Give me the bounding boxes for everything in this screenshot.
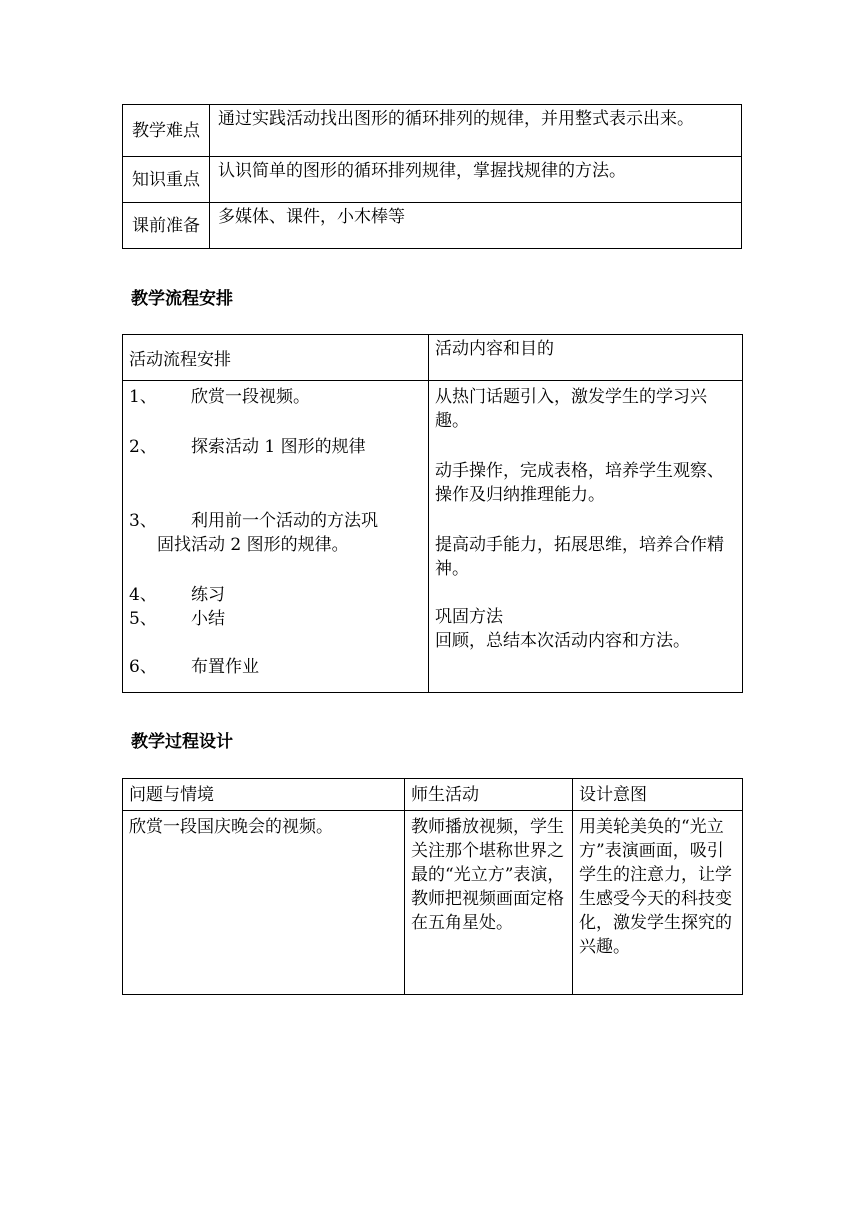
purpose-text: 回顾，总结本次活动内容和方法。: [435, 631, 690, 651]
flow-table: [122, 334, 743, 693]
table-row: [123, 203, 742, 249]
row-content: 通过实践活动找出图形的循环排列的规律，并用整式表示出来。: [210, 105, 742, 157]
flow-step: [129, 435, 422, 459]
purpose-text: 提高动手能力，拓展思维，培养合作精神。: [435, 535, 724, 579]
step-text: 练习: [191, 585, 225, 605]
row-content: 多媒体、课件，小木棒等: [210, 203, 742, 249]
row-label: 教学难点: [123, 105, 210, 157]
step-text: 小结: [191, 609, 225, 629]
step-number: 4、: [129, 585, 157, 605]
step-number: 5、: [129, 609, 157, 629]
activity-cell: 教师播放视频，学生关注那个堪称世界之最的“光立方”表演，教师把视频画面定格在五角星处。: [405, 811, 573, 995]
header-problem-situation: 问题与情境: [123, 779, 405, 811]
table-row: [123, 381, 743, 693]
flow-steps-cell: [123, 381, 429, 693]
step-number: 3、: [129, 511, 157, 531]
step-text-continued: 固找活动 2 图形的规律。: [157, 535, 349, 555]
table-row: [123, 157, 742, 203]
step-number: 6、: [129, 657, 157, 677]
step-number: 1、: [129, 387, 157, 407]
header-content-purpose: 活动内容和目的: [429, 335, 743, 381]
row-content: 认识简单的图形的循环排列规律，掌握找规律的方法。: [210, 157, 742, 203]
table-header-row: [123, 335, 743, 381]
flow-step: [129, 385, 422, 409]
problem-situation-cell: 欣赏一段国庆晚会的视频。: [123, 811, 405, 995]
purpose-text: 巩固方法: [435, 607, 503, 627]
row-label: 课前准备: [123, 203, 210, 249]
flow-purposes-cell: [429, 381, 743, 693]
table-header-row: [123, 779, 743, 811]
flow-step: [129, 509, 422, 533]
table-row: [123, 105, 742, 157]
header-teacher-student-activity: 师生活动: [405, 779, 573, 811]
step-text: 欣赏一段视频。: [191, 387, 310, 407]
design-intent-cell: 用美轮美奂的“光立方”表演画面，吸引学生的注意力，让学生感受今天的科技变化，激发学生探究的兴趣。: [573, 811, 743, 995]
flow-step: [129, 607, 422, 631]
step-number: 2、: [129, 437, 157, 457]
flow-step: [129, 583, 422, 607]
step-text: 探索活动 1 图形的规律: [191, 437, 366, 457]
step-text: 布置作业: [191, 657, 259, 677]
purpose-text: 动手操作，完成表格，培养学生观察、操作及归纳推理能力。: [435, 461, 724, 505]
flow-step: [129, 655, 422, 679]
purpose-text: 从热门话题引入，激发学生的学习兴趣。: [435, 387, 707, 431]
process-table: [122, 778, 743, 995]
step-text: 利用前一个活动的方法巩: [191, 511, 378, 531]
table-row: [123, 811, 743, 995]
header-activity-flow: 活动流程安排: [123, 335, 429, 381]
row-label: 知识重点: [123, 157, 210, 203]
section-heading-flow: 教学流程安排: [131, 289, 233, 309]
info-table: [122, 104, 742, 249]
header-design-intent: 设计意图: [573, 779, 743, 811]
section-heading-process: 教学过程设计: [131, 732, 233, 752]
